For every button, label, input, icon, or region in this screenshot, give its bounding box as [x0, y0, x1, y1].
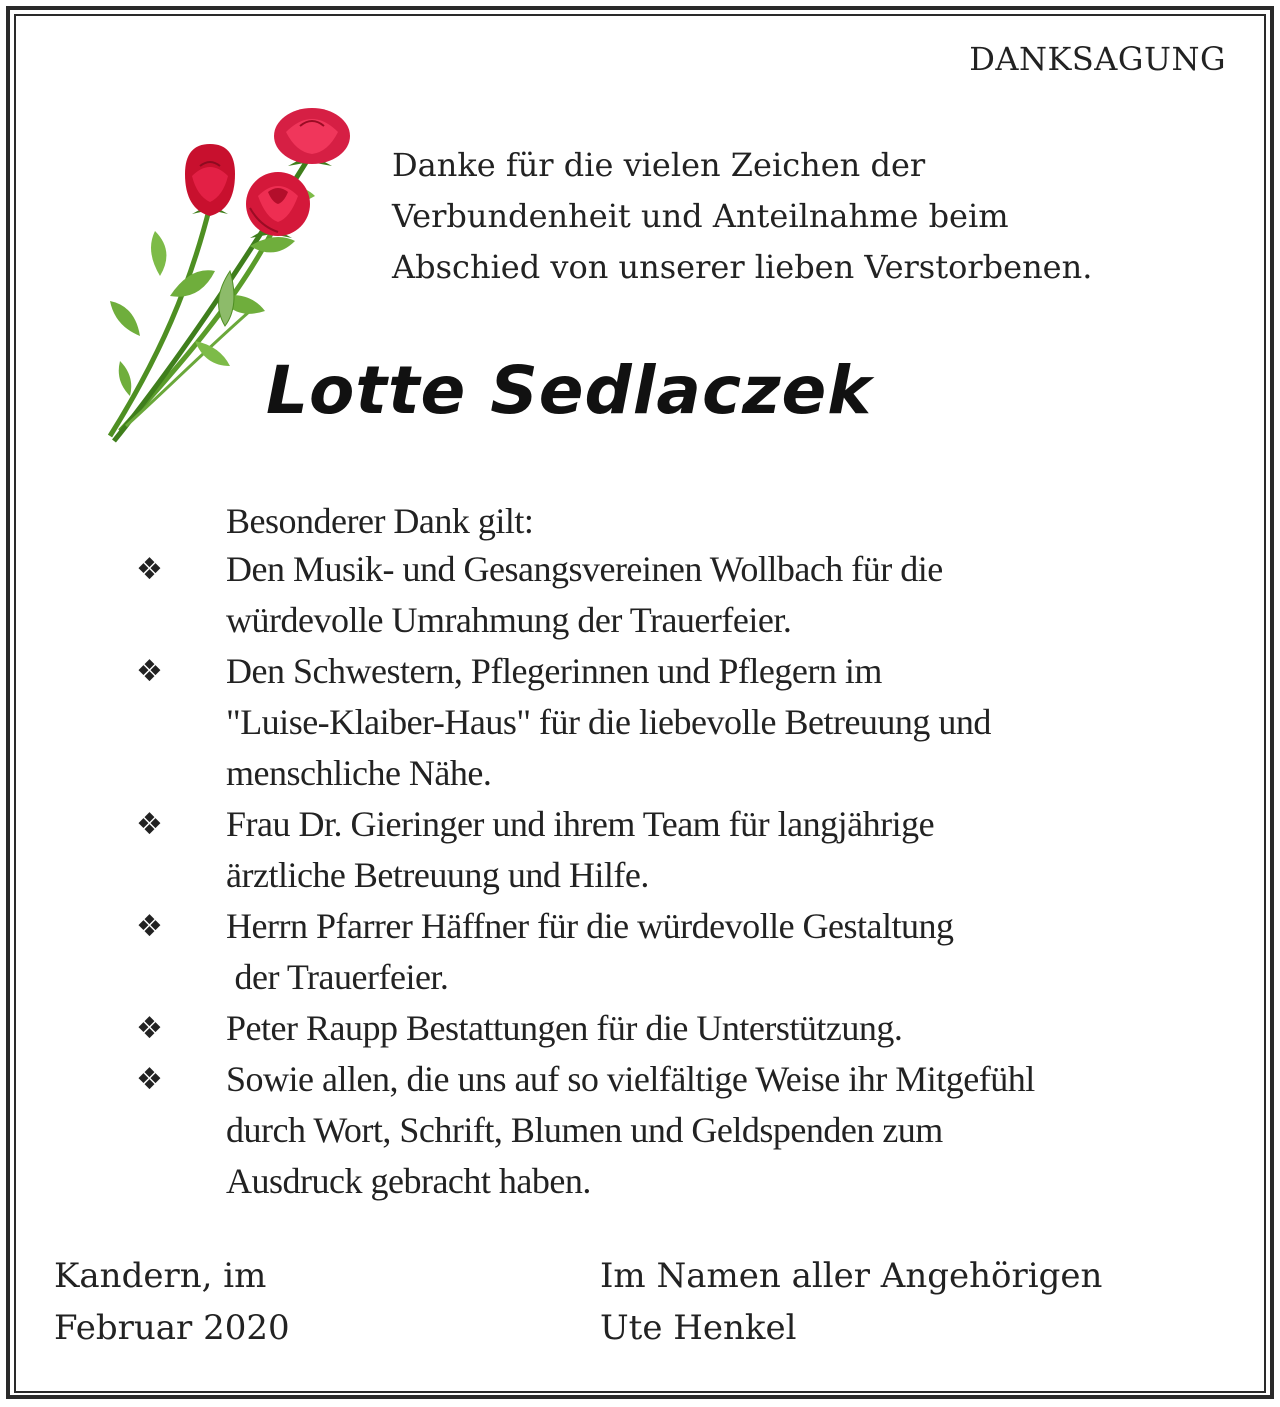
- place-line: Kandern, im: [54, 1256, 267, 1296]
- list-item: [136, 646, 1246, 799]
- place-date: [54, 1250, 290, 1354]
- diamond-bullet-icon: ❖: [136, 1011, 163, 1046]
- signature-line: Im Namen aller Angehörigen: [600, 1256, 1103, 1296]
- intro-line: Danke für die vielen Zeichen der: [392, 146, 926, 184]
- list-item-line: Sowie allen, die uns auf so vielfältige Weise ihr Mitgefühl: [226, 1059, 1035, 1099]
- diamond-bullet-icon: ❖: [136, 552, 163, 587]
- diamond-bullet-icon: ❖: [136, 1062, 163, 1097]
- list-item-line: Peter Raupp Bestattungen für die Unterstützung.: [226, 1008, 903, 1048]
- list-item-line: Frau Dr. Gieringer und ihrem Team für langjährige: [226, 804, 935, 844]
- list-item: [136, 1003, 1246, 1054]
- list-item-line: "Luise-Klaiber-Haus" für die liebevolle Betreuung und: [226, 702, 991, 742]
- intro-text: [392, 140, 1212, 293]
- list-item: [136, 901, 1246, 1003]
- list-item-line: durch Wort, Schrift, Blumen und Geldspenden zum: [226, 1110, 943, 1150]
- diamond-bullet-icon: ❖: [136, 807, 163, 842]
- list-item-line: der Trauerfeier.: [226, 957, 449, 997]
- thanks-list: [136, 544, 1246, 1207]
- deceased-name: Lotte Sedlaczek: [266, 352, 873, 429]
- list-item-line: würdevolle Umrahmung der Trauerfeier.: [226, 600, 792, 640]
- list-item: [136, 799, 1246, 901]
- list-item-line: menschliche Nähe.: [226, 753, 492, 793]
- list-item-line: Den Schwestern, Pflegerinnen und Pflegern im: [226, 651, 882, 691]
- diamond-bullet-icon: ❖: [136, 654, 163, 689]
- list-item-line: Ausdruck gebracht haben.: [226, 1161, 591, 1201]
- signature-name: Ute Henkel: [600, 1308, 797, 1348]
- list-item-line: Den Musik- und Gesangsvereinen Wollbach für die: [226, 549, 943, 589]
- intro-line: Verbundenheit und Anteilnahme beim: [392, 197, 1009, 235]
- list-item-line: Herrn Pfarrer Häffner für die würdevolle Gestaltung: [226, 906, 954, 946]
- list-item: [136, 544, 1246, 646]
- list-item: [136, 1054, 1246, 1207]
- heading-danksagung: DANKSAGUNG: [969, 40, 1226, 78]
- list-item-line: ärztliche Betreuung und Hilfe.: [226, 855, 649, 895]
- signature-block: [600, 1250, 1102, 1354]
- special-thanks-label: Besonderer Dank gilt:: [226, 501, 534, 541]
- intro-line: Abschied von unserer lieben Verstorbenen.: [392, 248, 1093, 286]
- date-line: Februar 2020: [54, 1308, 290, 1348]
- diamond-bullet-icon: ❖: [136, 909, 163, 944]
